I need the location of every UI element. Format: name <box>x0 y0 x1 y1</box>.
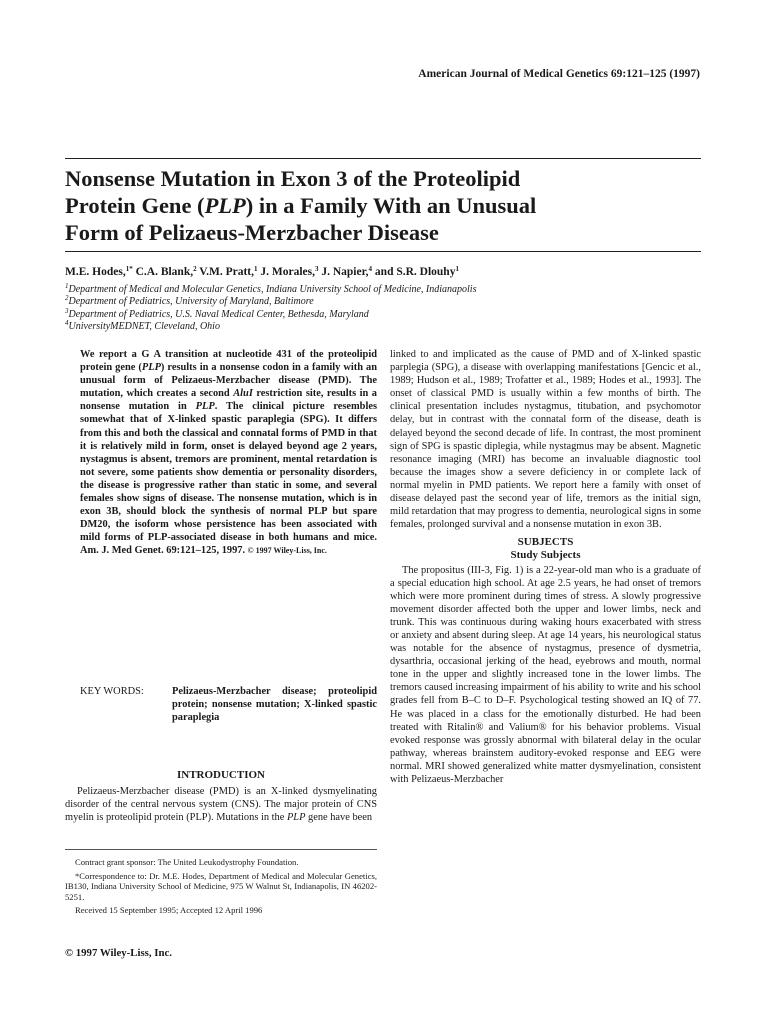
affiliation-list <box>65 284 701 333</box>
page-copyright: © 1997 Wiley-Liss, Inc. <box>65 947 172 959</box>
author-list <box>65 266 701 278</box>
study-subjects-heading: Study Subjects <box>510 549 581 562</box>
footnote-grant: Contract grant sponsor: The United Leukodystrophy Foundation. <box>75 857 299 867</box>
author: C.A. Blank,$^2$ <box>132 265 197 278</box>
keywords-label: KEY WORDS: <box>80 686 144 697</box>
affiliation: $^3$Department of Pediatrics, U.S. Naval Medical Center, Bethesda, Maryland <box>65 306 369 320</box>
subjects-heading: SUBJECTS <box>517 536 574 549</box>
title-top-rule <box>65 158 701 159</box>
propositus-paragraph: The propositus (III-3, Fig. 1) is a 22-year-old man who is a graduate of a special education high school. At age 2.5 years, he had onset of tremors which were more prominent during times of stress. A slowly progressive movement disorder affected both the upper and lower limbs, neck and trunk. This was continuous during waking hours exacerbated with stress or anxiety and absent during sleep. At age 14 years, his neurological status was notable for the absence of nystagmus, presence of dysmetria, dysarthria, occasional jerking of the head, eyebrows and mouth, normal tone in the upper and slightly increased tone in the lower limbs. The tremors caused increasing impairment of his ability to write and his school grades fell from B–C to D–F. Psychological testing showed an IQ of 77. He was placed in a class for the emotionally disturbed. He had been treated with Ritalin® and Valium® for his behavior problems. Visual evoked response was grossly abnormal with bilateral delay in the ocular pathway, whereas brainstem auditory-evoked response and EEG were normal. MRI showed generalized white matter dysmyelination, consistent with Pelizaeus-Merzbacher <box>390 564 701 785</box>
right-column <box>390 348 701 786</box>
affiliation: $^4$UniversityMEDNET, Cleveland, Ohio <box>65 318 220 332</box>
footnote-correspondence: *Correspondence to: Dr. M.E. Hodes, Department of Medical and Molecular Genetics, IB130, Indiana University School of Medicine, 975 W Walnut St, Indianapolis, IN 46202-5251. <box>65 870 377 902</box>
keywords <box>80 685 377 724</box>
journal-citation: American Journal of Medical Genetics 69:121–125 (1997) <box>418 68 700 80</box>
title-line-2-pre: Protein Gene ( <box>65 193 205 218</box>
author: J. Napier,$^4$ <box>318 265 373 278</box>
introduction-heading: INTRODUCTION <box>176 769 265 781</box>
footnote-rule <box>65 849 377 850</box>
footnote-received: Received 15 September 1995; Accepted 12 April 1996 <box>75 905 263 916</box>
affiliation: $^1$Department of Medical and Molecular Genetics, Indiana University School of Medicine, Indianapolis <box>65 282 477 295</box>
affiliation: $^2$Department of Pediatrics, University of Maryland, Baltimore <box>65 294 314 308</box>
article-title <box>65 165 701 246</box>
abstract: We report a G A transition at nucleotide 431 of the proteolipid protein gene (PLP) results in a nonsense codon in a family with an unusual form of Pelizaeus-Merzbacher disease (PMD). The mutation, which creates a second AluI restriction site, results in a nonsense mutation in PLP. The clinical picture resembles somewhat that of X-linked spastic paraplegia (SPG). It differs from this and both the classical and connatal forms of PMD in that it is relatively mild in form, onset is delayed beyond age 2 years, nystagmus is absent, tremors are prominent, mental retardation is not severe, some patients show dementia or personality disorders, the disease is progressive rather than static in some, and several females show signs of disease. The nonsense mutation, which is in exon 3B, should block the synthesis of normal PLP but spare DM20, the isoform whose persistence has been associated with mild forms of PLP-associated disease in both humans and mice. Am. J. Med Genet. 69:121–125, 1997. © 1997 Wiley-Liss, Inc. <box>80 349 377 557</box>
author: V.M. Pratt,$^1$ <box>196 265 258 278</box>
keywords-text: Pelizaeus-Merzbacher disease; proteolipid protein; nonsense mutation; X-linked spastic paraplegia <box>172 686 377 724</box>
title-line-3: Form of Pelizaeus-Merzbacher Disease <box>65 220 439 245</box>
author: J. Morales,$^3$ <box>257 265 319 278</box>
introduction-paragraph: Pelizaeus-Merzbacher disease (PMD) is an X-linked dysmyelinating disorder of the central nervous system (CNS). The major protein of CNS myelin is proteolipid protein (PLP). Mutations in the PLP gene have been <box>65 786 377 824</box>
author: M.E. Hodes,$^{1*}$ <box>65 265 133 278</box>
abstract-copyright: © 1997 Wiley-Liss, Inc. <box>247 546 327 556</box>
title-gene-symbol: PLP <box>204 193 246 218</box>
title-line-1: Nonsense Mutation in Exon 3 of the Proteolipid <box>65 166 521 191</box>
title-bottom-rule <box>65 251 701 252</box>
introduction-continued: linked to and implicated as the cause of PMD and of X-linked spastic parplegia (SPG), a disease with overlapping manifestations [Gencic et al., 1989; Hudson et al., 1989; Trofatter et al., 1989; Hodes et al., 1993]. The onset of classical PMD is usually within a few months of birth. The clinical presentation includes nystagmus, titubation, and psychomotor delay, but in contrast with the connatal form of the disease, death is delayed beyond the second decade of life. In contrast, the most prominent sign of SPG is spastic diplegia, while nystagmus may be absent. Magnetic resonance imaging (MRI) has become an invaluable diagnostic tool because the images show a severe deficiency in or complete lack of normal myelin in PMD patients. We report here a family with onset of disease delayed past the second year of life, tremors as the initial sign, mild retardation that may progress to dementia, neurological signs in some females, prolonged survival and a nonsense mutation in exon 3B. <box>390 349 701 531</box>
footnotes <box>65 857 377 919</box>
title-line-2-post: ) in a Family With an Unusual <box>245 193 537 218</box>
author: and S.R. Dlouhy$^1$ <box>372 265 459 278</box>
